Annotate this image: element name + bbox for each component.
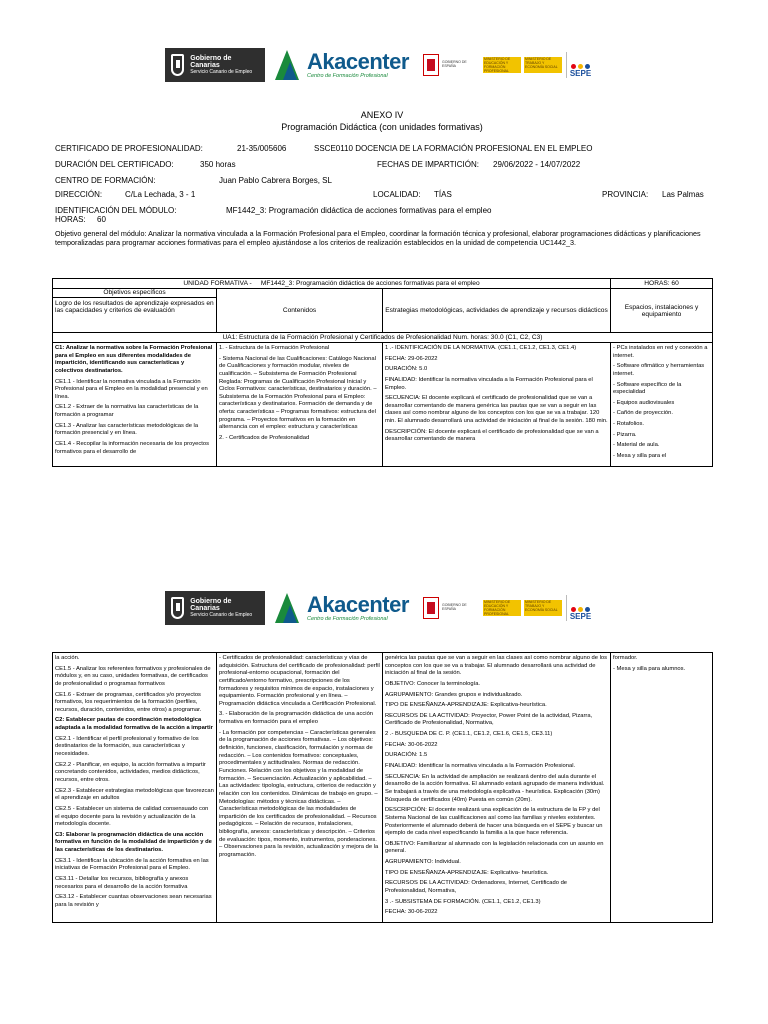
table-page2-clip — [52, 652, 713, 1024]
hours-value: 60 — [97, 215, 106, 224]
p1c2-0: 1. - Estructura de la Formación Profesional — [219, 345, 330, 351]
p2c4-1: - Mesa y silla para alumnos. — [613, 665, 686, 672]
p2c1-8: C3: Elaborar la programación didáctica de una acción formativa en función de la modalidad de impartición y de las características de los destinatarios. — [55, 831, 212, 854]
cert-code: 21-35/005606 — [237, 144, 287, 153]
cert-name: SSCE0110 DOCENCIA DE LA FORMACIÓN PROFESIONAL EN EL EMPLEO — [314, 144, 593, 153]
p1c4-4: - Cañón de proyección. — [613, 410, 673, 417]
p1c2-1: - Sistema Nacional de las Cualificaciones: Catálogo Nacional de Cualificaciones y formación modular, niveles de cualificación. – Subsistema de Formación Profesional Reglada: Programas de Cualificación Profesional Inicial y Ciclos Formativos: características, destinatarios y duración. – Subsistema de la Formación Profesional para el Empleo: características y destinatarios. Formación de demanda y de oferta: características – Programas formativos: estructura del programa. – Proyectos formativos en la formación en alternancia con el empleo: estructura y características — [219, 355, 377, 431]
ministry-labour: MINISTERIO DE TRABAJO Y ECONOMÍA SOCIAL — [524, 600, 562, 616]
p1c2-2: 2. - Certificados de Profesionalidad — [219, 435, 310, 442]
page1-col3 — [383, 343, 611, 467]
p2c3-9: SECUENCIA: En la actividad de ampliación se realizará dentro del aula durante el desarrollo de la acción formativa. El alumnado estará agrupado de manera individual. Se trabajará a través de una metodología explicativa - heurística. Explicación (30m) Búsqueda de certificados (40m) Puesta en común (20m). — [385, 773, 605, 803]
dates-value: 29/06/2022 - 14/07/2022 — [493, 160, 581, 169]
p2c1-7: CE2.5 - Establecer un sistema de calidad consensuado con el equipo docente para la revisión y actualización de la metodología docente. — [55, 805, 209, 828]
document-title: Programación Didáctica (con unidades formativas) — [281, 122, 483, 132]
center-label: CENTRO DE FORMACIÓN: — [55, 176, 156, 185]
akacenter-sub: Centro de Formación Profesional — [307, 616, 388, 622]
p1c1-0: C1: Analizar la normativa sobre la Formación Profesional para el Empleo en sus diferentes modalidades de impartición, identificando sus características y colectivos destinatarios. — [55, 345, 213, 374]
p1c3-0: 1 .- IDENTIFICACIÓN DE LA NORMATIVA. (CE1.1, CE1.2, CE1.3, CE1.4) — [385, 345, 577, 351]
gov-text: GOBIERNO DE ESPAÑA — [442, 603, 467, 611]
p2c2-2: - La formación por competencias – Características generales de la programación de acciones formativas. – Los objetivos: definición, funciones, clasificación, formulación y normas de redacción. – Los contenidos formativos: conceptuales, procedimentales y actitudinales. Normas de redacción. Funciones. Relación con los objetivos y la modalidad de formación. – Secuenciación. Actualización y aplicabilidad. – Las actividades: tipología, estructura, criterios de redacción y relación con los contenidos. Dinámicas de trabajo en grupo. – Metodologías: métodos y técnicas didácticas. – Características metodológicas de las modalidades de impartición de los certificados de profesionalidad. – Recursos pedagógicos. – Relación de recursos, instalaciones, bibliografía, anexos: características y descripción. – Criterios de evaluación: tipos, momento, instrumentos, ponderaciones. – Observaciones para la revisión, actualización y mejora de la programación. — [219, 729, 379, 859]
province-value: Las Palmas — [662, 190, 704, 199]
spain-shield-icon — [423, 597, 439, 619]
p1c4-0: - PCs instalados en red y conexión a internet. — [613, 345, 708, 359]
p1c4-3: - Equipos audiovisuales — [613, 399, 675, 406]
p2c3-14: RECURSOS DE LA ACTIVIDAD: Ordenadores, Internet, Certificado de Profesionalidad, Normativa, — [385, 880, 568, 895]
p2c1-0: la acción. — [55, 655, 80, 661]
module-label: IDENTIFICACIÓN DEL MÓDULO: — [55, 206, 177, 215]
p2c3-6: FECHA: 30-06-2022 — [385, 741, 438, 748]
col3-header: Estrategias metodológicas, actividades de aprendizaje y recursos didácticos — [383, 289, 611, 333]
dates-label: FECHAS DE IMPARTICIÓN: — [377, 160, 479, 169]
p2c3-4: RECURSOS DE LA ACTIVIDAD: Proyector, Power Point de la actividad, Pizarra, Certificado de Profesionalidad, Normativa, — [385, 712, 593, 727]
annex-label: ANEXO IV — [360, 110, 404, 120]
col2-header: Contenidos — [217, 289, 383, 333]
gobierno-espana-logo — [423, 50, 562, 80]
p2c1-5: CE2.2 - Planificar, en equipo, la acción formativa a impartir concretando contenidos, actividades, medios didácticos, recursos, entre otros. — [55, 761, 206, 783]
p1c1-1: CE1.1 - Identificar la normativa vinculada a la Formación Profesional para el Empleo en la modalidad presencial y en línea. — [55, 378, 208, 400]
page2-col4 — [611, 653, 713, 923]
center-value: Juan Pablo Cabrera Borges, SL — [219, 176, 332, 185]
module-objective: Objetivo general del módulo: Analizar la normativa vinculada a la Formación Profesional para el Empleo, coordinar la formación técnica y profesional, elaborar programaciones didácticas y planificaciones temporalizadas para programar acciones formativas para el empleo ajustándose a los criterios de realización establecidos en la unidad de competencia UC1442_3. — [55, 229, 701, 247]
coat-of-arms-icon — [171, 54, 184, 76]
hours-label: HORAS: — [55, 215, 86, 224]
akacenter-logo — [275, 48, 415, 82]
programming-table-page1 — [52, 278, 713, 467]
page2-col2 — [217, 653, 383, 923]
p2c2-1: 3. - Elaboración de la programación didáctica de una acción formativa en formación para el empleo — [219, 711, 374, 726]
gobierno-line1: Gobierno de Canarias — [190, 598, 232, 613]
duration-value: 350 horas — [200, 160, 236, 169]
sepe-text: SEPE — [569, 612, 592, 621]
p1c4-6: - Pizarra. — [613, 431, 637, 438]
p2c1-11: CE3.12 - Establecer cuantas observaciones sean necesarias para la revisión y — [55, 894, 212, 908]
akacenter-name: Akacenter — [307, 49, 409, 74]
p1c3-5: DESCRIPCIÓN: El docente explicará el certificado de profesionalidad que se van a desarrollar comentando de manera — [385, 428, 599, 443]
p1c4-7: - Material de aula. — [613, 442, 660, 449]
col1-subtitle: Logro de los resultados de aprendizaje expresados en las capacidades y criterios de evaluación — [55, 300, 214, 314]
ua1-row: UA1: Estructura de la Formación Profesional y Certificados de Profesionalidad Num. horas: 30.0 (C1, C2, C3) — [53, 333, 713, 343]
ministry-education: MINISTERIO DE EDUCACIÓN Y FORMACIÓN PROFESIONAL — [483, 600, 521, 616]
page1-col2 — [217, 343, 383, 467]
p1c3-3: FINALIDAD: Identificar la normativa vinculada a la Formación Profesional para el Empleo. — [385, 376, 593, 391]
locality-value: TÍAS — [434, 190, 452, 199]
p2c3-1: OBJETIVO: Conocer la terminología. — [385, 680, 481, 687]
p1c1-2: CE1.2 - Extraer de la normativa las características de la formación a programar — [55, 404, 199, 419]
address-label: DIRECCIÓN: — [55, 190, 103, 199]
page1-col4 — [611, 343, 713, 467]
p2c1-2: CE1.6 - Extraer de programas, certificados y/o proyectos formativos, los requerimientos de la formación (perfiles, recursos, duración, contenidos, entre otros) a programar. — [55, 691, 202, 713]
akacenter-mark-icon — [275, 591, 305, 625]
p2c3-2: AGRUPAMIENTO: Grandes grupos e individualizado. — [385, 691, 523, 698]
spain-shield-icon — [423, 54, 439, 76]
ministry-education: MINISTERIO DE EDUCACIÓN Y FORMACIÓN PROFESIONAL — [483, 57, 521, 73]
uf-label: UNIDAD FORMATIVA - — [183, 280, 252, 287]
uf-header — [53, 279, 611, 289]
p1c4-2: - Software específico de la especialidad — [613, 381, 682, 396]
gobierno-line2: Servicio Canario de Empleo — [190, 611, 253, 618]
p2c1-1: CE1.5 - Analizar los referentes formativos y profesionales de módulos y, en su caso, unidades formativas, de certificados de profesionalidad o programas formativos — [55, 665, 211, 687]
logo-band — [165, 45, 595, 85]
p1c4-5: - Rotafolios. — [613, 421, 644, 428]
locality-label: LOCALIDAD: — [373, 190, 421, 199]
gobierno-espana-logo — [423, 593, 562, 623]
p2c2-0: - Certificados de profesionalidad: características y vías de adquisición. Estructura del certificado de profesionalidad: perfil profesional-entorno ocupacional, formación del certificado/entorno formativo, prescripciones de los formadores y requisitos mínimos de espacio, instalaciones y equipamiento. Formación profesional y en línea. – Programación didáctica vinculada a Certificación Profesional. — [219, 655, 380, 707]
p2c3-8: FINALIDAD: Identificar la normativa vinculada a la Formación Profesional. — [385, 763, 576, 770]
gov-text: GOBIERNO DE ESPAÑA — [442, 60, 467, 68]
page2-col3 — [383, 653, 611, 923]
uf-value: MF1442_3: Programación didáctica de acciones formativas para el empleo — [260, 280, 480, 287]
p1c1-4: CE1.4 - Recopilar la información necesaria de los proyectos formativos para el desarrollo de — [55, 441, 210, 455]
col4-header: Espacios, instalaciones y equipamiento — [611, 289, 713, 333]
coat-of-arms-icon — [171, 597, 184, 619]
page1-col1 — [53, 343, 217, 467]
p2c3-13: TIPO DE ENSEÑANZA-APRENDIZAJE: Explicativa- heurística. — [385, 869, 549, 876]
p2c3-15: 3 .- SUBSISTEMA DE FORMACIÓN. (CE1.1, CE1.2, CE1.3) — [385, 898, 541, 905]
akacenter-mark-icon — [275, 48, 305, 82]
sepe-logo — [566, 595, 594, 621]
province-label: PROVINCIA: — [602, 190, 649, 199]
p2c3-7: DURACIÓN: 1.5 — [385, 752, 428, 759]
akacenter-sub: Centro de Formación Profesional — [307, 73, 388, 79]
sepe-logo — [566, 52, 594, 78]
table-page1-clip — [52, 278, 713, 494]
module-value: MF1442_3: Programación didáctica de acciones formativas para el empleo — [226, 206, 492, 215]
p2c3-16: FECHA: 30-06-2022 — [385, 909, 438, 916]
p2c1-6: CE2.3 - Establecer estrategias metodológicas que favorezcan el aprendizaje en adultos — [55, 787, 214, 802]
p2c3-12: AGRUPAMIENTO: Individual. — [385, 859, 461, 866]
p2c3-5: 2 .- BUSQUEDA DE C. P. (CE1.1, CE1.2, CE1.6, CE1.5, CE3.11) — [385, 731, 553, 738]
duration-label: DURACIÓN DEL CERTIFICADO: — [55, 160, 174, 169]
cert-label: CERTIFICADO DE PROFESIONALIDAD: — [55, 144, 203, 153]
p1c3-2: DURACIÓN: 5.0 — [385, 366, 428, 373]
hours-header: HORAS: 60 — [611, 279, 713, 289]
gobierno-line1: Gobierno de Canarias — [190, 55, 232, 70]
programming-table-page2 — [52, 652, 713, 923]
ministry-labour: MINISTERIO DE TRABAJO Y ECONOMÍA SOCIAL — [524, 57, 562, 73]
p2c3-10: DESCRIPCIÓN: El docente realizará una explicación de la estructura de la FP y del Sistema Nacional de las cualificaciones así como las familias y niveles existentes. Posteriormente el alumnado deberá de hacer una búsqueda en el SEPE y buscar un ejemplo de cada nivel especificando la familia a la que hace referencia. — [385, 807, 603, 837]
p2c1-9: CE3.1 - Identificar la ubicación de la acción formativa en las iniciativas de Formación Profesional para el Empleo. — [55, 857, 209, 872]
p2c1-3: C2: Establecer pautas de coordinación metodológica adaptada a la modalidad formativa de la acción a impartir — [55, 717, 213, 732]
page2-col1 — [53, 653, 217, 923]
p1c4-8: - Mesa y silla para el — [613, 453, 667, 460]
p1c3-1: FECHA: 29-06-2022 — [385, 355, 438, 362]
address-value: C/La Lechada, 3 - 1 — [125, 190, 196, 199]
logo-band-page2 — [165, 588, 595, 628]
gobierno-canarias-logo — [165, 48, 265, 82]
p2c3-0: genérica las pautas que se van a seguir en las clases así como nombrar alguno de los conceptos con los que se va a trabajar. El alumnado desarrollará una actividad de iniciación al final de la sesión. — [385, 655, 608, 677]
p2c1-4: CE2.1 - Identificar el perfil profesional y formativo de los destinatarios de la formación, sus características y necesidades. — [55, 735, 199, 758]
p2c1-10: CE3.11 - Detallar los recursos, bibliografía y anexos necesarios para el desarrollo de la acción formativa — [55, 876, 189, 890]
p1c3-4: SECUENCIA: El docente explicará el certificado de profesionalidad que se van a desarrollar comentando de manera genérica las pautas que se van a seguir en las clases así como nombrar alguno de los conceptos con los que se va a trabajar. 120 min. El alumnado desarrollará una actividad de iniciación al final de la sesión. 180 min. — [385, 395, 608, 425]
col1-title: Objetivos específicos — [53, 289, 216, 298]
p2c3-11: OBJETIVO: Familiarizar al alumnado con la legislación relacionada con un asunto en general. — [385, 840, 604, 855]
akacenter-logo — [275, 591, 415, 625]
gobierno-canarias-logo — [165, 591, 265, 625]
akacenter-name: Akacenter — [307, 592, 409, 617]
col1-header — [53, 289, 217, 333]
sepe-text: SEPE — [569, 69, 592, 78]
p1c4-1: - Software ofimático y herramientas internet. — [613, 363, 705, 377]
gobierno-line2: Servicio Canario de Empleo — [190, 68, 253, 75]
p2c3-3: TIPO DE ENSEÑANZA-APRENDIZAJE: Explicativa-heurística. — [385, 702, 547, 709]
p1c1-3: CE1.3 - Analizar las características metodológicas de la formación presencial y en línea. — [55, 422, 199, 437]
p2c4-0: formador. — [613, 655, 638, 661]
